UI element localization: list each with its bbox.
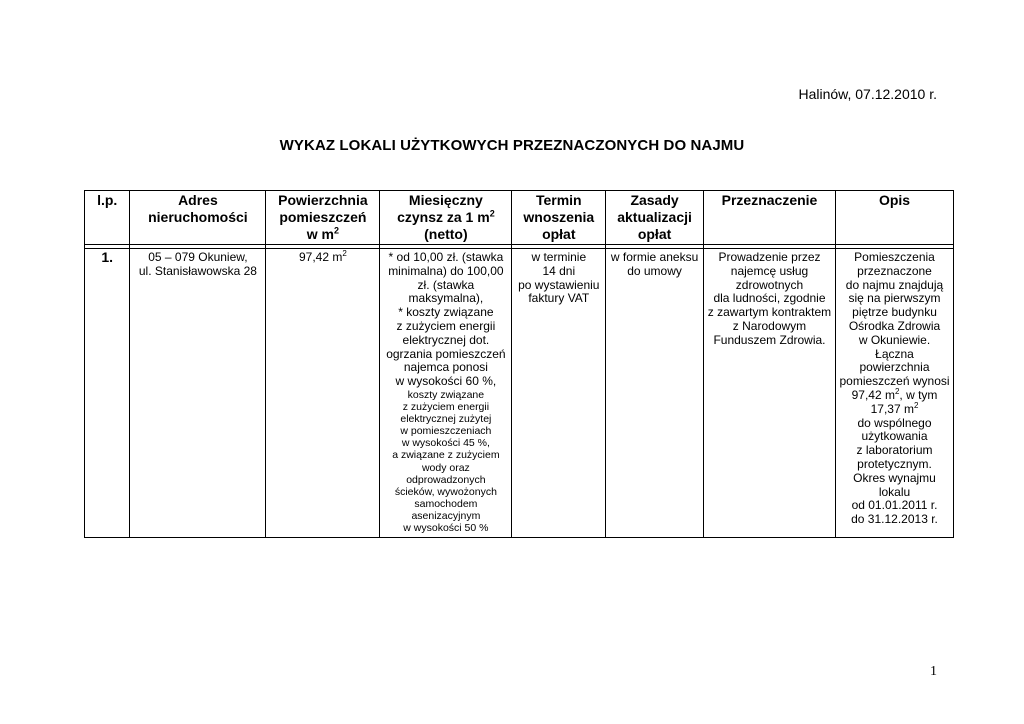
rental-units-table — [84, 190, 954, 538]
cell-purpose: Prowadzenie przez najemcę usług zdrowotnych dla ludności, zgodnie z zawartym kontraktem z Narodowym Funduszem Zdrowia. — [703, 249, 835, 538]
header-address: Adres nieruchomości — [130, 191, 266, 245]
cell-lp: 1. — [85, 249, 130, 538]
cell-area: 97,42 $m^2$ — [266, 249, 380, 538]
header-lp: l.p. — [85, 191, 130, 245]
table-header-row — [85, 191, 954, 245]
cell-term: w terminie 14 dni po wystawieniu faktury VAT — [512, 249, 606, 538]
table-row — [85, 249, 954, 538]
header-update: Zasady aktualizacji opłat — [606, 191, 704, 245]
cell-description: Pomieszczenia przeznaczone do najmu znajdują się na pierwszym piętrze budynku Ośrodka Zdrowia w Okuniewie. Łączna powierzchnia pomieszczeń wynosi 97,42 $m^2$, w tym 17,37 $m^2$ do wspólnego użytkowania z laboratorium protetycznym. Okres wynajmu lokalu od 01.01.2011 r. do 31.12.2013 r. — [836, 249, 954, 538]
header-purpose: Przeznaczenie — [703, 191, 835, 245]
place-date: Halinów, 07.12.2010 r. — [798, 86, 937, 102]
page-number: 1 — [930, 664, 937, 679]
cell-address: 05 – 079 Okuniew, ul. Stanisławowska 28 — [130, 249, 266, 538]
cell-rent: * od 10,00 zł. (stawka minimalna) do 100,00 zł. (stawka maksymalna), * koszty związane z zużyciem energii elektrycznej dot. ogrzania pomieszczeń najemca ponosi w wysokości 60 %, koszty związane z zużyciem energii elektrycznej zużytej w pomieszczeniach w wysokości 45 %, a związane z zużyciem wody oraz odprowadzonych ścieków, wywożonych samochodem asenizacyjnym w wysokości 50 % — [380, 249, 512, 538]
header-description: Opis — [836, 191, 954, 245]
cell-update: w formie aneksu do umowy — [606, 249, 704, 538]
document-title: WYKAZ LOKALI UŻYTKOWYCH PRZEZNACZONYCH DO NAJMU — [279, 137, 745, 154]
header-area: Powierzchnia pomieszczeń w $m^2$ — [266, 191, 380, 245]
header-term: Termin wnoszenia opłat — [512, 191, 606, 245]
header-rent: Miesięczny czynsz za 1 $m^2$ (netto) — [380, 191, 512, 245]
